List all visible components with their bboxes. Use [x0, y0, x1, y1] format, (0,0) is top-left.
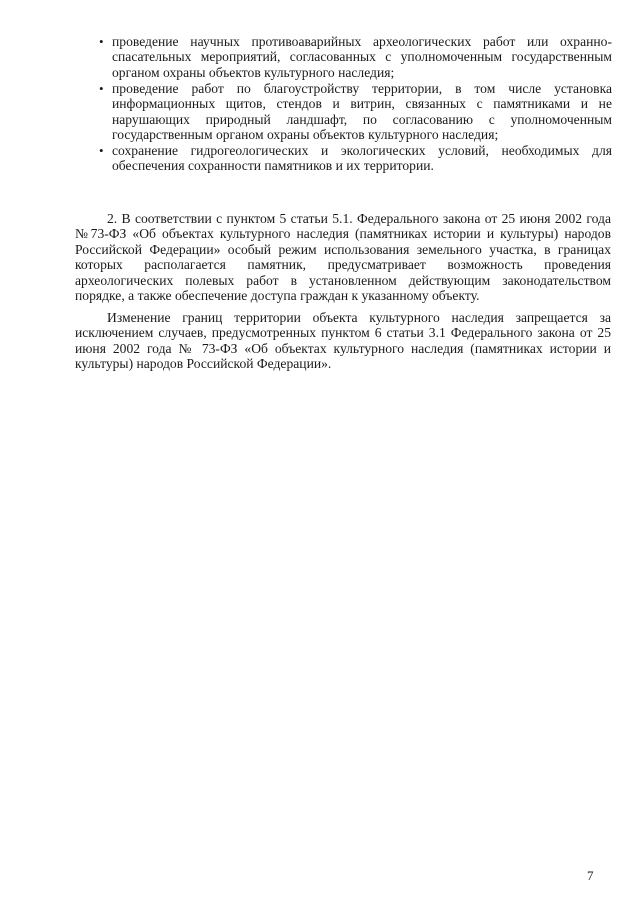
list-item [96, 81, 612, 143]
bullet-icon: • [99, 34, 104, 49]
list-item-text: проведение работ по благоустройству территории, в том числе установка информационных щитов, стендов и витрин, связанных с памятниками и не нарушающих природный ландшафт, по согласованию с уполномоченным государственным органом охраны объектов культурного наследия; [112, 80, 612, 142]
page-number: 7 [587, 868, 594, 883]
bullet-icon: • [99, 142, 104, 158]
list-item [96, 143, 612, 174]
list-item-text: сохранение гидрогеологических и экологических условий, необходимых для обеспечения сохранности памятников и их территории. [112, 142, 612, 174]
paragraph-boundary-change: Изменение границ территории объекта культурного наследия запрещается за исключением случаев, предусмотренных пунктом 6 статьи 3.1 Федерального закона от 25 июня 2002 года № 73-ФЗ «Об объектах культурного наследия (памятниках истории и культуры) народов Российской Федерации». [75, 310, 611, 372]
bullet-list [96, 34, 612, 174]
list-item-text: проведение научных противоаварийных археологических работ или охранно-спасательных мероприятий, согласованных с уполномоченным государственным органом охраны объектов культурного наследия; [112, 34, 612, 80]
bullet-icon: • [99, 80, 104, 96]
list-item [96, 34, 612, 80]
paragraph-law-reference: 2. В соответствии с пунктом 5 статьи 5.1. Федерального закона от 25 июня 2002 года №73-ФЗ «Об объектах культурного наследия (памятниках истории и культуры) народов Российской Федерации» особый режим использования земельного участка, в границах которых располагается памятник, предусматривает возможность проведения археологических полевых работ в установленном действующим законодательством порядке, а также обеспечение доступа граждан к указанному объекту. [75, 211, 611, 304]
